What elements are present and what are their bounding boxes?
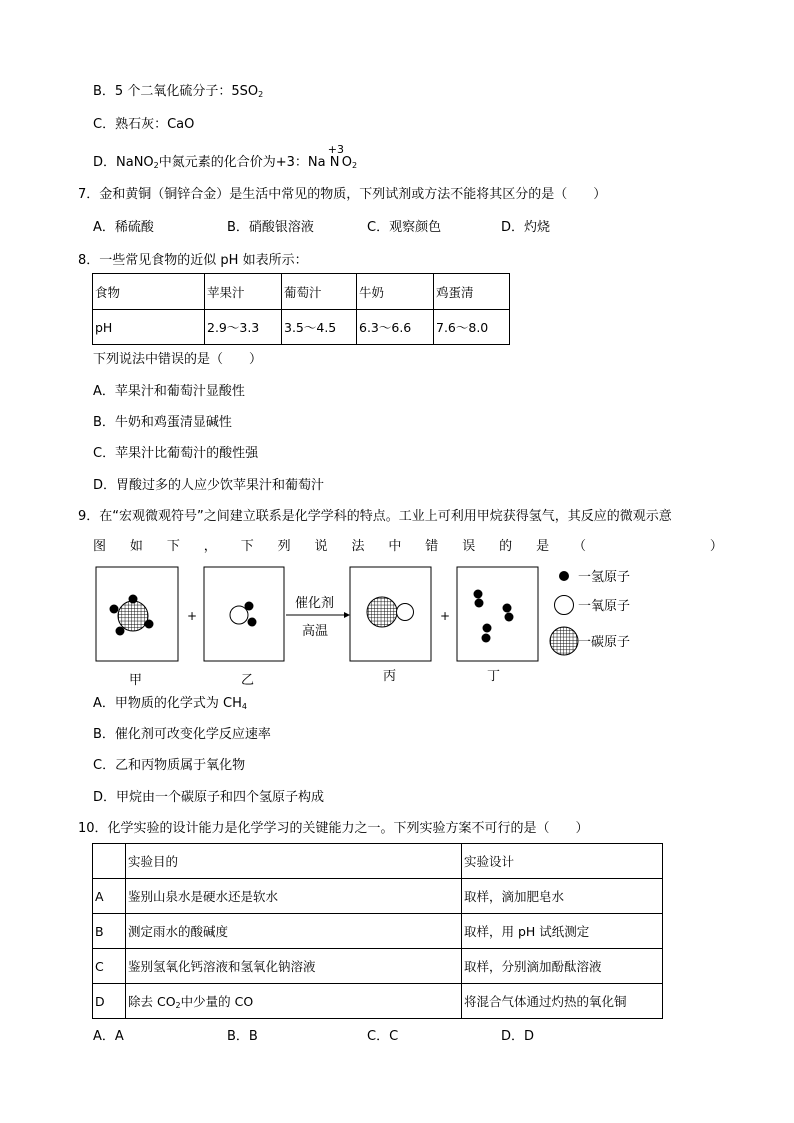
q9-stem-char: 下 [166,539,180,554]
q8-option-c: C．苹果汁比葡萄汁的酸性强 [93,446,259,461]
ph-table-cell: 6.3～6.6 [357,310,434,345]
q10-option-d: D．D [501,1029,535,1044]
q9-stem-char: 图 [93,539,107,554]
hydrogen-atom [245,602,254,611]
q10-option-a: A．A [93,1029,124,1044]
condition-label: 高温 [302,624,329,639]
hydrogen-atom [505,613,514,622]
ph-table-cell: pH [93,310,205,345]
experiment-table [92,843,663,1019]
legend-carbon-symbol [550,627,578,655]
q7-option-a: A．稀硫酸 [93,220,154,235]
experiment-row-purpose: 测定雨水的酸碱度 [126,914,462,949]
arrow-head [344,612,350,618]
hydrogen-atom [129,595,138,604]
q6-option-d: D．NaNO$_2$中氮元素的化合价为+3：Na +3 N $O_2$ [93,143,358,170]
legend-oxygen-label: 一氧原子 [578,599,631,614]
experiment-row-design: 取样，分别滴加酚酞溶液 [462,949,663,984]
experiment-table-header [93,844,126,879]
q7-option-b: B．硝酸银溶液 [227,220,314,235]
ph-table-cell: 3.5～4.5 [282,310,357,345]
q8-option-b: B．牛奶和鸡蛋清显碱性 [93,415,232,430]
label-ding: 丁 [487,669,501,684]
q9-stem-char: 如 [129,539,143,554]
q7-stem: 7．金和黄铜（铜锌合金）是生活中常见的物质，下列试剂或方法不能将其区分的是（ ） [78,187,607,202]
legend-carbon-label: 一碳原子 [578,635,631,650]
hydrogen-atom [110,605,119,614]
experiment-table-header: 实验设计 [462,844,663,879]
experiment-table-header: 实验目的 [126,844,462,879]
ph-table-cell: 7.6～8.0 [434,310,510,345]
q9-stem-char: ， [203,539,217,554]
q9-stem-char: 是 [536,539,550,554]
experiment-row-design: 取样，用 pH 试纸测定 [462,914,663,949]
q9-stem-char: 说 [314,539,328,554]
hydrogen-atom [503,604,512,613]
q9-option-b: B．催化剂可改变化学反应速率 [93,727,271,742]
ph-table-cell: 2.9～3.3 [205,310,282,345]
q9-stem-char: 错 [425,539,439,554]
experiment-row-label: B [93,914,126,949]
q9-stem-char: 误 [462,539,476,554]
q9-stem-char: （ [572,539,586,554]
q8-stem: 8．一些常见食物的近似 pH 如表所示： [78,253,308,268]
q6-option-b: B．5 个二氧化硫分子：$5SO_2$ [93,84,264,99]
label-bing: 丙 [383,669,397,684]
carbon-atom [118,601,148,631]
experiment-row-label: A [93,879,126,914]
q10-option-c: C．C [367,1029,399,1044]
q10-option-b: B．B [227,1029,258,1044]
ph-table-header: 食物 [93,274,205,310]
q8-question: 下列说法中错误的是（ ） [93,352,263,367]
hydrogen-atom [145,620,154,629]
legend-oxygen-symbol [555,596,574,615]
valence-notation: +3 N [327,143,344,170]
ph-table-header: 苹果汁 [205,274,282,310]
q9-stem: 9．在“宏观微观符号”之间建立联系是化学学科的特点。工业上可利用甲烷获得氢气，其反应的微观示意 [78,509,672,524]
experiment-row-purpose: 鉴别山泉水是硬水还是软水 [126,879,462,914]
q10-stem: 10．化学实验的设计能力是化学学习的关键能力之一。下列实验方案不可行的是（ ） [78,821,589,836]
q9-stem-char: 下 [240,539,254,554]
hydrogen-atom [482,634,491,643]
ph-table-header: 葡萄汁 [282,274,357,310]
box-ding [457,567,538,661]
oxygen-atom [397,604,414,621]
carbon-atom [367,597,397,627]
hydrogen-atom [248,618,257,627]
catalyst-label: 催化剂 [295,596,335,611]
q9-option-a: A．甲物质的化学式为 $CH_4$ [93,696,247,711]
experiment-row-label: C [93,949,126,984]
experiment-row-purpose: 鉴别氢氧化钙溶液和氢氧化钠溶液 [126,949,462,984]
hydrogen-atom [483,624,492,633]
hydrogen-atom [474,590,483,599]
experiment-row-purpose: 除去 $CO_2$中少量的 CO [126,984,462,1019]
q9-stem-char: 中 [388,539,402,554]
q8-option-d: D．胃酸过多的人应少饮苹果汁和葡萄汁 [93,478,325,493]
legend-hydrogen-label: 一氢原子 [578,570,631,585]
label-jia: 甲 [129,673,143,688]
experiment-row-design: 取样，滴加肥皂水 [462,879,663,914]
hydrogen-atom [116,627,125,636]
q7-option-d: D．灼烧 [501,220,551,235]
q7-option-c: C．观察颜色 [367,220,442,235]
hydrogen-atom [475,599,484,608]
ph-table-header: 鸡蛋清 [434,274,510,310]
q9-stem-char: ） [709,539,723,554]
ph-table-header: 牛奶 [357,274,434,310]
q9-stem-char: 的 [499,539,513,554]
oxygen-atom [230,606,248,624]
legend-hydrogen-symbol [559,571,569,581]
q8-option-a: A．苹果汁和葡萄汁显酸性 [93,384,245,399]
q9-stem-char: 法 [351,539,365,554]
q9-option-c: C．乙和丙物质属于氧化物 [93,758,246,773]
plus-sign: + [187,609,198,623]
plus-sign: + [440,609,451,623]
experiment-row-label: D [93,984,126,1019]
experiment-row-design: 将混合气体通过灼热的氧化铜 [462,984,663,1019]
q9-stem-char: 列 [277,539,291,554]
label-yi: 乙 [241,673,255,688]
q9-option-d: D．甲烷由一个碳原子和四个氢原子构成 [93,790,325,805]
q6-option-c: C．熟石灰：CaO [93,117,195,132]
